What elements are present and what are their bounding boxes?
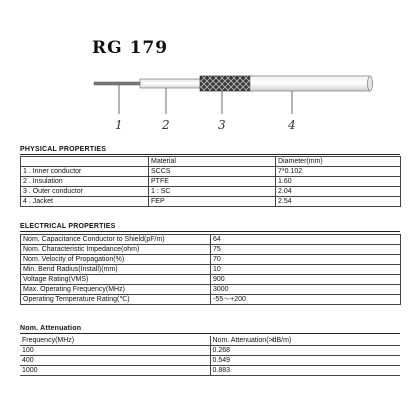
table-cell: -55～+200 (211, 295, 401, 305)
attenuation-table (20, 336, 400, 376)
table-row (21, 157, 401, 167)
outer-conductor (200, 76, 252, 91)
table-cell: SCCS (149, 167, 276, 177)
table-cell: Nom. Attenuation(≯dB/m) (210, 336, 400, 346)
callout-3: 3 (218, 118, 226, 132)
table-cell: 1 . Inner conductor (21, 167, 149, 177)
table-cell: PTFE (149, 177, 276, 187)
table-row (21, 177, 401, 187)
table-cell: Min. Bend Radius(Install)(mm) (21, 265, 211, 275)
table-cell: 64 (211, 235, 401, 245)
table-cell: Material (149, 157, 276, 167)
cable-title: RG 179 (92, 38, 169, 58)
table-cell: FEP (149, 197, 276, 207)
table-cell: Operating Temperature Rating(℃) (21, 295, 211, 305)
table-cell: 3000 (211, 285, 401, 295)
insulation (140, 79, 202, 88)
table-row (21, 275, 401, 285)
table-cell: 2.04 (276, 187, 401, 197)
table-row (21, 295, 401, 305)
physical-rule (20, 154, 400, 155)
table-cell: 4 . Jacket (21, 197, 149, 207)
table-cell: 3 . Outer conductor (21, 187, 149, 197)
table-cell: 1000 (20, 366, 210, 376)
attenuation-heading: Nom. Attenuation (20, 325, 82, 332)
table-row (21, 255, 401, 265)
table-row (21, 235, 401, 245)
table-cell: Diameter(mm) (276, 157, 401, 167)
table-cell: 70 (211, 255, 401, 265)
table-cell: Max. Operating Frequency(MHz) (21, 285, 211, 295)
physical-table (20, 156, 401, 207)
table-cell: Nom. Capacitance Conductor to Shield(pF/m) (21, 235, 211, 245)
table-cell: 10 (211, 265, 401, 275)
table-row (21, 285, 401, 295)
table-cell: Voltage Rating(VMS) (21, 275, 211, 285)
electrical-table (20, 234, 401, 305)
attenuation-rule (20, 333, 400, 334)
table-cell: 900 (211, 275, 401, 285)
table-row (20, 346, 400, 356)
table-cell: 0.268 (210, 346, 400, 356)
table-row (21, 167, 401, 177)
table-cell: 0.883 (210, 366, 400, 376)
table-cell: 0.549 (210, 356, 400, 366)
table-cell: 400 (20, 356, 210, 366)
table-cell: Nom. Characteristic Impedance(ohm) (21, 245, 211, 255)
table-cell: 2.54 (276, 197, 401, 207)
table-row (20, 366, 400, 376)
table-cell: Nom. Velocity of Propagation(%) (21, 255, 211, 265)
callout-2: 2 (162, 118, 170, 132)
physical-heading: PHYSICAL PROPERTIES (20, 146, 107, 153)
table-cell: 1.60 (276, 177, 401, 187)
table-cell: 2 . Insulation (21, 177, 149, 187)
table-row (20, 336, 400, 346)
table-cell: 75 (211, 245, 401, 255)
table-row (20, 356, 400, 366)
electrical-heading: ELECTRICAL PROPERTIES (20, 223, 116, 230)
callout-1: 1 (115, 118, 123, 132)
table-row (21, 197, 401, 207)
jacket (250, 76, 370, 91)
table-cell: Frequency(MHz) (20, 336, 210, 346)
inner-conductor (94, 82, 142, 85)
table-cell: 100 (20, 346, 210, 356)
electrical-rule (20, 231, 400, 232)
table-cell: 1 : SC (149, 187, 276, 197)
table-cell: 7*0.102 (276, 167, 401, 177)
callout-4: 4 (288, 118, 296, 132)
table-row (21, 245, 401, 255)
table-row (21, 265, 401, 275)
table-cell (21, 157, 149, 167)
table-row (21, 187, 401, 197)
